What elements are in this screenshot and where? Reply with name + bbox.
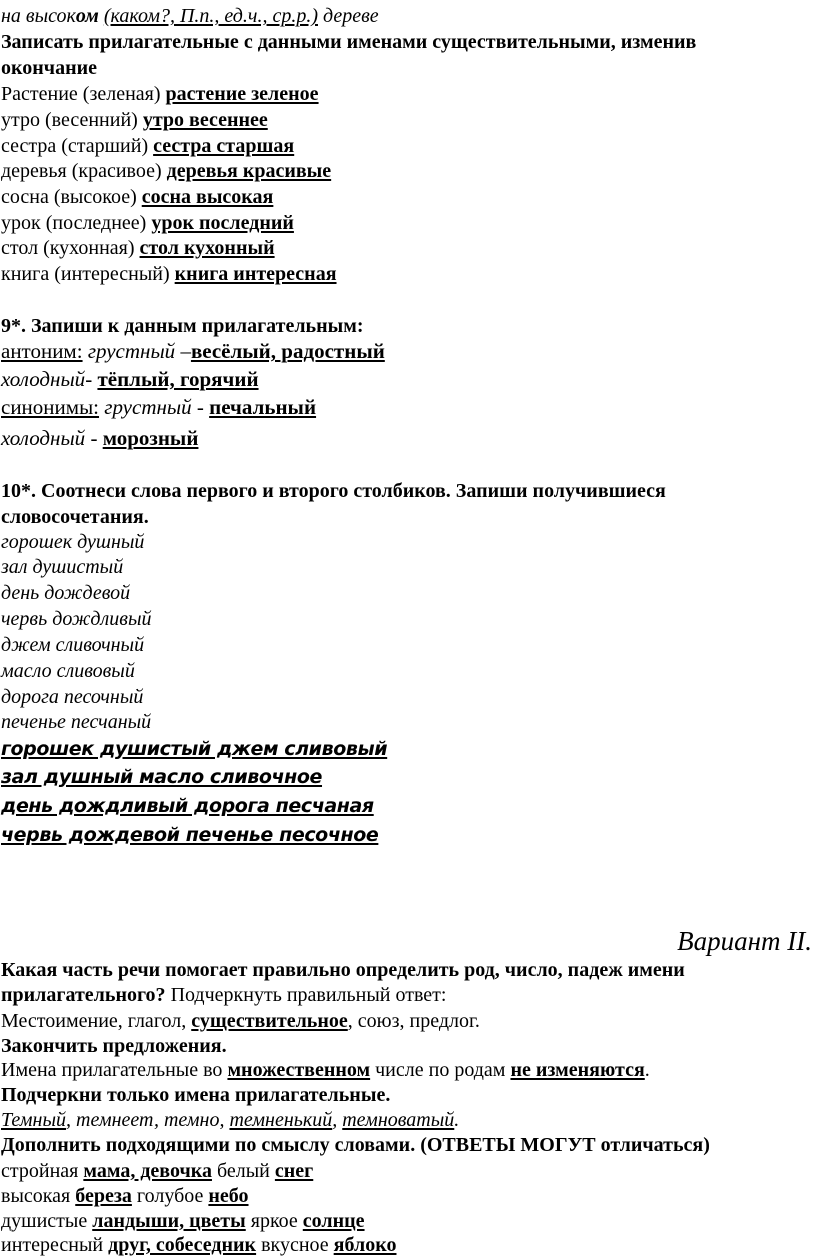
task10-heading-1: 10*. Соотнеси слова первого и второго столбиков. Запиши получившиеся — [1, 480, 666, 502]
synonym-line-1 — [1, 397, 316, 418]
v2-q3-heading: Подчеркни только имена прилагательные. — [1, 1084, 391, 1106]
v2-q3-word-1: Темный — [1, 1109, 67, 1131]
top-question: (каком?, П.п., ед.ч., ср.р.) — [103, 5, 318, 27]
task-adj-heading-2: окончание — [1, 57, 97, 79]
v2-q4-prompt-1: интересный — [1, 1234, 109, 1256]
v2-q1-options — [1, 1011, 480, 1031]
adj-prompt: урок (последнее) — [1, 212, 152, 234]
v2-q3-word-3: темноватый — [342, 1109, 455, 1131]
v2-q2-line — [1, 1060, 650, 1080]
antonym-line-2 — [1, 369, 259, 390]
adj-prompt: утро (весенний) — [1, 109, 143, 131]
v2-q4-row — [1, 1161, 313, 1181]
synonym-word-1: грустный — [99, 395, 192, 419]
adj-row — [1, 136, 294, 156]
v2-q4-answer-2: снег — [274, 1160, 314, 1182]
v2-q4-answer-2: яблоко — [333, 1234, 397, 1256]
v2-q2-text-b: числе по родам — [370, 1059, 511, 1081]
pair-item: зал душистый — [1, 556, 124, 578]
v2-q3-sep-3: . — [454, 1109, 460, 1131]
adj-row — [1, 264, 337, 284]
v2-q2-answer-b: не изменяются — [510, 1059, 645, 1081]
adj-answer: стол кухонный — [139, 237, 275, 259]
adj-answer: сестра старшая — [153, 135, 295, 157]
adj-answer: сосна высокая — [141, 186, 274, 208]
adj-prompt: деревья (красивое) — [1, 160, 167, 182]
antonym-answer-1: весёлый, радостный — [190, 339, 385, 363]
pair-item: печенье песчаный — [1, 711, 152, 733]
v2-q3-line — [1, 1110, 459, 1130]
adj-answer: утро весеннее — [142, 109, 268, 131]
v2-q4-row — [1, 1235, 396, 1255]
adj-row — [1, 161, 331, 181]
v2-q4-row — [1, 1186, 249, 1206]
top-line — [1, 6, 379, 26]
task10-heading-2: словосочетания. — [1, 506, 149, 528]
antonym-word-1: грустный — [82, 339, 181, 363]
v2-q1-line-1: Какая часть речи помогает правильно определить род, число, падеж имени — [1, 959, 685, 981]
v2-q1-rest: Подчеркнуть правильный ответ: — [165, 984, 447, 1006]
top-lead: на высок — [1, 5, 76, 27]
v2-q2-heading: Закончить предложения. — [1, 1035, 227, 1057]
v2-q4-heading: Дополнить подходящими по смыслу словами. (ОТВЕТЫ МОГУТ отличаться) — [1, 1134, 710, 1156]
antonym-answer-2: тёплый, горячий — [97, 367, 259, 391]
antonym-word-2: холодный — [1, 367, 86, 391]
adj-row — [1, 213, 294, 233]
synonym-answer-2: морозный — [102, 426, 199, 450]
synonym-line-2 — [1, 428, 198, 449]
antonym-dash-1: – — [180, 339, 191, 363]
v2-q4-prompt-1: высокая — [1, 1185, 76, 1207]
v2-q1-bold: прилагательного? — [1, 984, 166, 1006]
antonym-dash-2: - — [85, 367, 98, 391]
v2-q4-answer-1: мама, девочка — [83, 1160, 212, 1182]
v2-q3-word-2: темненький — [229, 1109, 333, 1131]
pair-answer: зал душный масло сливочное — [1, 766, 323, 788]
adj-answer: деревья красивые — [166, 160, 332, 182]
v2-q4-answer-1: ландыши, цветы — [92, 1210, 246, 1232]
v2-q1-line-2 — [1, 985, 446, 1005]
v2-q4-prompt-1: душистые — [1, 1210, 93, 1232]
v2-q4-prompt-2: белый — [211, 1160, 275, 1182]
v2-q4-row — [1, 1211, 365, 1231]
antonym-label: антоним: — [1, 339, 83, 363]
adj-prompt: сосна (высокое) — [1, 186, 142, 208]
v2-q1-opt-a: Местоимение, глагол, — [1, 1010, 192, 1032]
adj-answer: растение зеленое — [165, 83, 319, 105]
v2-q4-prompt-2: голубое — [131, 1185, 209, 1207]
pair-answer: горошек душистый джем сливовый — [1, 738, 388, 760]
v2-q2-answer-a: множественном — [227, 1059, 371, 1081]
top-tail: дереве — [317, 5, 379, 27]
pair-answer: червь дождевой печенье песочное — [1, 824, 379, 846]
synonym-answer-1: печальный — [209, 395, 317, 419]
synonym-label: синонимы: — [1, 395, 100, 419]
adj-prompt: сестра (старший) — [1, 135, 154, 157]
top-lead-bold: ом — [75, 5, 99, 27]
v2-q4-answer-2: небо — [208, 1185, 249, 1207]
v2-q4-prompt-1: стройная — [1, 1160, 84, 1182]
adj-prompt: стол (кухонная) — [1, 237, 140, 259]
v2-q4-answer-1: друг, собеседник — [108, 1234, 257, 1256]
v2-q4-answer-1: береза — [75, 1185, 132, 1207]
synonym-dash-1: - — [191, 395, 210, 419]
pair-item: червь дождливый — [1, 608, 152, 630]
adj-row — [1, 187, 273, 207]
pair-item: дорога песочный — [1, 686, 144, 708]
adj-prompt: Растение (зеленая) — [1, 83, 166, 105]
pair-item: горошек душный — [1, 531, 145, 553]
synonym-dash-2: - — [85, 426, 103, 450]
pair-item: масло сливовый — [1, 660, 135, 682]
task9-heading: 9*. Запиши к данным прилагательным: — [1, 315, 364, 337]
v2-q4-prompt-2: вкусное — [256, 1234, 334, 1256]
pair-item: день дождевой — [1, 582, 131, 604]
pair-item: джем сливочный — [1, 634, 145, 656]
v2-q3-sep-1: , темнеет, темно, — [66, 1109, 230, 1131]
task-adj-heading-1: Записать прилагательные с данными именами существительными, изменив — [1, 31, 697, 53]
adj-answer: книга интересная — [174, 263, 337, 285]
v2-q2-text-a: Имена прилагательные во — [1, 1059, 228, 1081]
adj-row — [1, 84, 319, 104]
adj-row — [1, 238, 275, 258]
pair-answer: день дождливый дорога песчаная — [1, 795, 374, 817]
v2-q1-opt-b: , союз, предлог. — [347, 1010, 480, 1032]
adj-row — [1, 110, 268, 130]
v2-q4-answer-2: солнце — [302, 1210, 365, 1232]
v2-q1-answer: существительное — [191, 1010, 348, 1032]
synonym-word-2: холодный — [1, 426, 86, 450]
v2-q2-text-c: . — [644, 1059, 650, 1081]
adj-answer: урок последний — [151, 212, 294, 234]
v2-q4-prompt-2: яркое — [245, 1210, 303, 1232]
variant-title: Вариант II. — [677, 926, 812, 956]
adj-prompt: книга (интересный) — [1, 263, 175, 285]
antonym-line-1 — [1, 341, 385, 362]
v2-q3-sep-2: , — [332, 1109, 343, 1131]
